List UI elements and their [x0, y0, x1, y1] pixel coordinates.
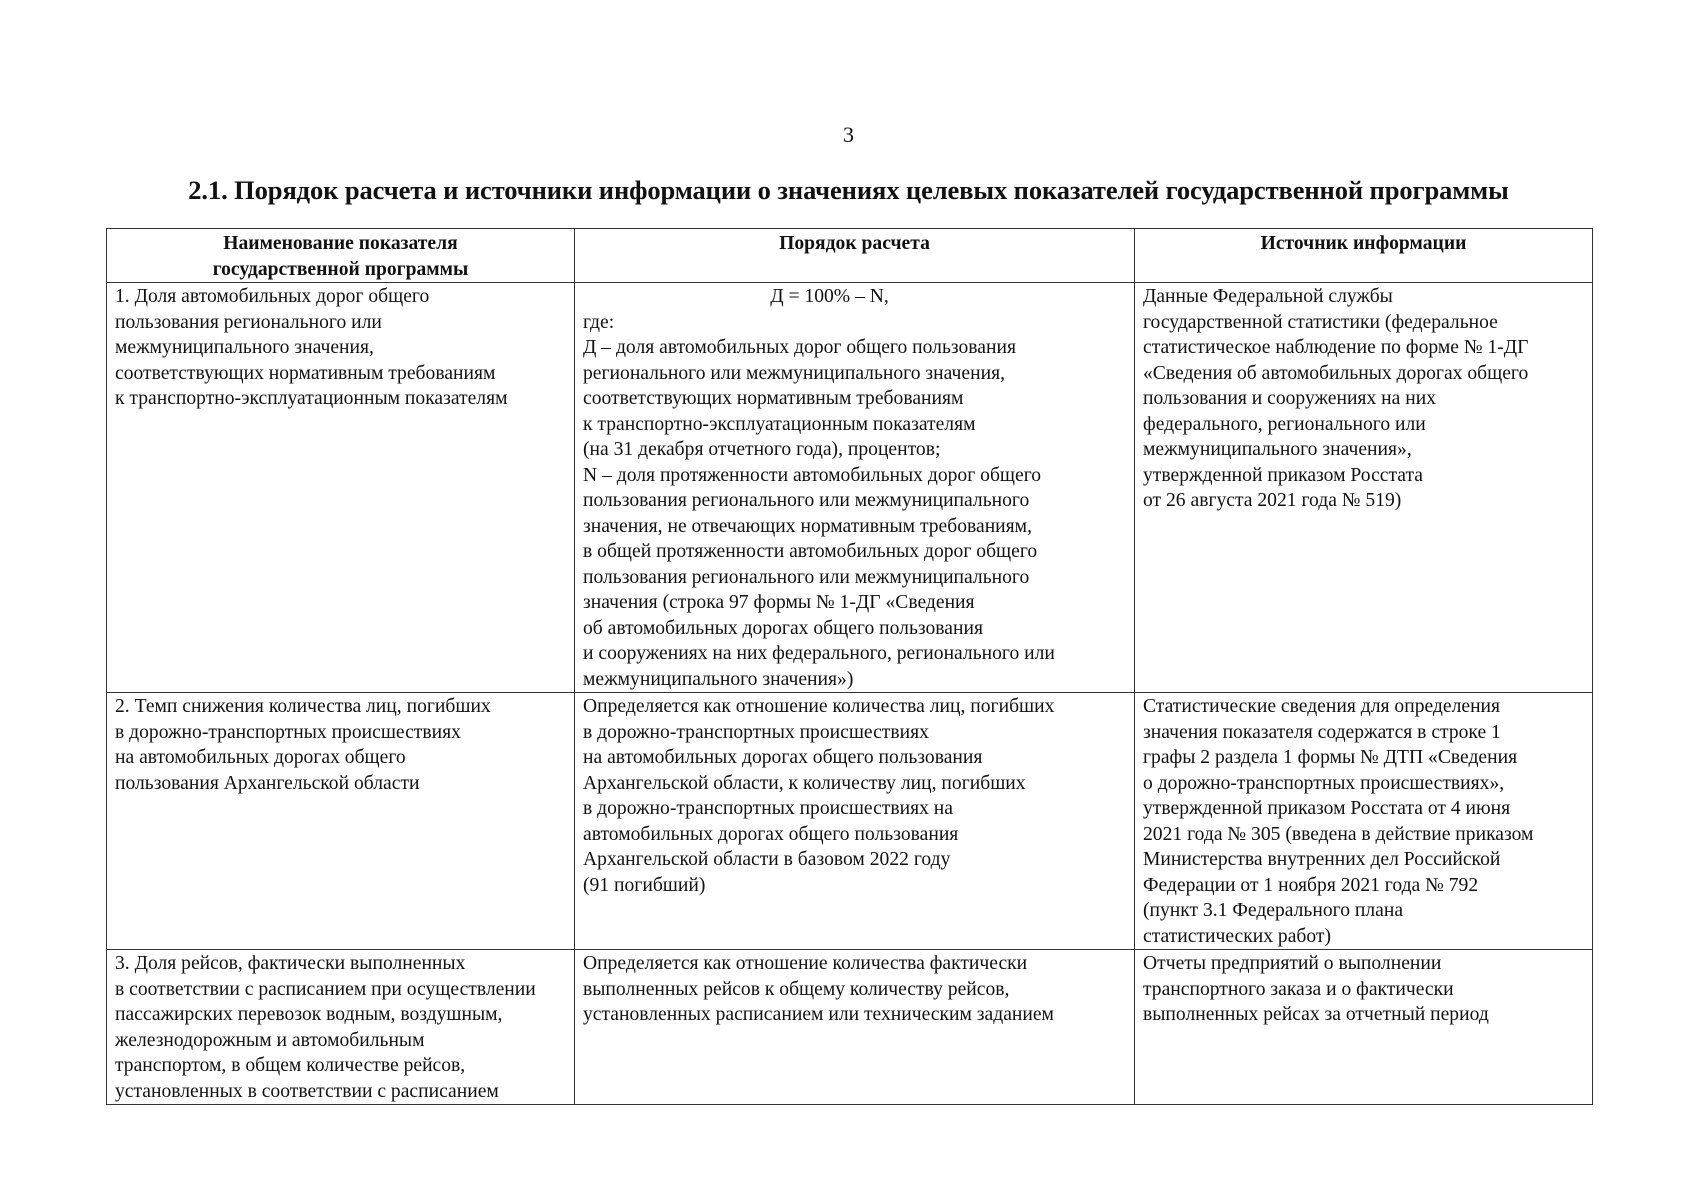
header-indicator-name: Наименование показателя государственной программы — [107, 229, 575, 283]
indicator-cell: 3. Доля рейсов, фактически выполненных в соответствии с расписанием при осуществлении пассажирских перевозок водным, воздушным, железнодорожным и автомобильным транспортом, в общем количестве рейсов, установленных в соответствии с расписанием — [107, 950, 575, 1105]
page-number: 3 — [843, 122, 854, 147]
section-title: 2.1. Порядок расчета и источники информации о значениях целевых показателей государственной программы — [188, 175, 1509, 205]
source-cell: Отчеты предприятий о выполнении транспортного заказа и о фактически выполненных рейсах за отчетный период — [1135, 950, 1593, 1105]
source-cell: Статистические сведения для определения значения показателя содержатся в строке 1 графы 2 раздела 1 формы № ДТП «Сведения о дорожно-транспортных происшествиях», утвержденной приказом Росстата от 4 июня 2021 года № 305 (введена в действие приказом Министерства внутренних дел Российской Федерации от 1 ноября 2021 года № 792 (пункт 3.1 Федерального плана статистических работ) — [1135, 693, 1593, 950]
calculation-cell: Определяется как отношение количества фактически выполненных рейсов к общему количеству рейсов, установленных расписанием или техническим заданием — [575, 950, 1135, 1105]
source-cell: Данные Федеральной службы государственной статистики (федеральное статистическое наблюдение по форме № 1-ДГ «Сведения об автомобильных дорогах общего пользования и сооружениях на них федерального, регионального или межмуниципального значения», утвержденной приказом Росстата от 26 августа 2021 года № 519) — [1135, 283, 1593, 693]
indicators-table — [106, 228, 1593, 1105]
indicator-cell: 2. Темп снижения количества лиц, погибших в дорожно-транспортных происшествиях на автомобильных дорогах общего пользования Архангельской области — [107, 693, 575, 950]
header-calculation: Порядок расчета — [575, 229, 1135, 283]
indicator-cell: 1. Доля автомобильных дорог общего пользования регионального или межмуниципального значения, соответствующих нормативным требованиям к транспортно-эксплуатационным показателям — [107, 283, 575, 693]
table-row — [107, 283, 1593, 693]
table-header-row — [107, 229, 1593, 283]
table-row — [107, 693, 1593, 950]
formula: Д = 100% – N, — [770, 286, 889, 307]
calculation-cell — [575, 283, 1135, 693]
calculation-text: где: Д – доля автомобильных дорог общего пользования регионального или межмуниципального значения, соответствующих нормативным требованиям к транспортно-эксплуатационным показателям (на 31 декабря отчетного года), процентов; N – доля протяженности автомобильных дорог общего пользования регионального или межмуниципального значения, не отвечающих нормативным требованиям, в общей протяженности автомобильных дорог общего пользования регионального или межмуниципального значения (строка 97 формы № 1-ДГ «Сведения об автомобильных дорогах общего пользования и сооружениях на них федерального, регионального или межмуниципального значения») — [583, 311, 1055, 690]
header-source: Источник информации — [1135, 229, 1593, 283]
calculation-cell: Определяется как отношение количества лиц, погибших в дорожно-транспортных происшествиях на автомобильных дорогах общего пользования Архангельской области, к количеству лиц, погибших в дорожно-транспортных происшествиях на автомобильных дорогах общего пользования Архангельской области в базовом 2022 году (91 погибший) — [575, 693, 1135, 950]
table-row — [107, 950, 1593, 1105]
